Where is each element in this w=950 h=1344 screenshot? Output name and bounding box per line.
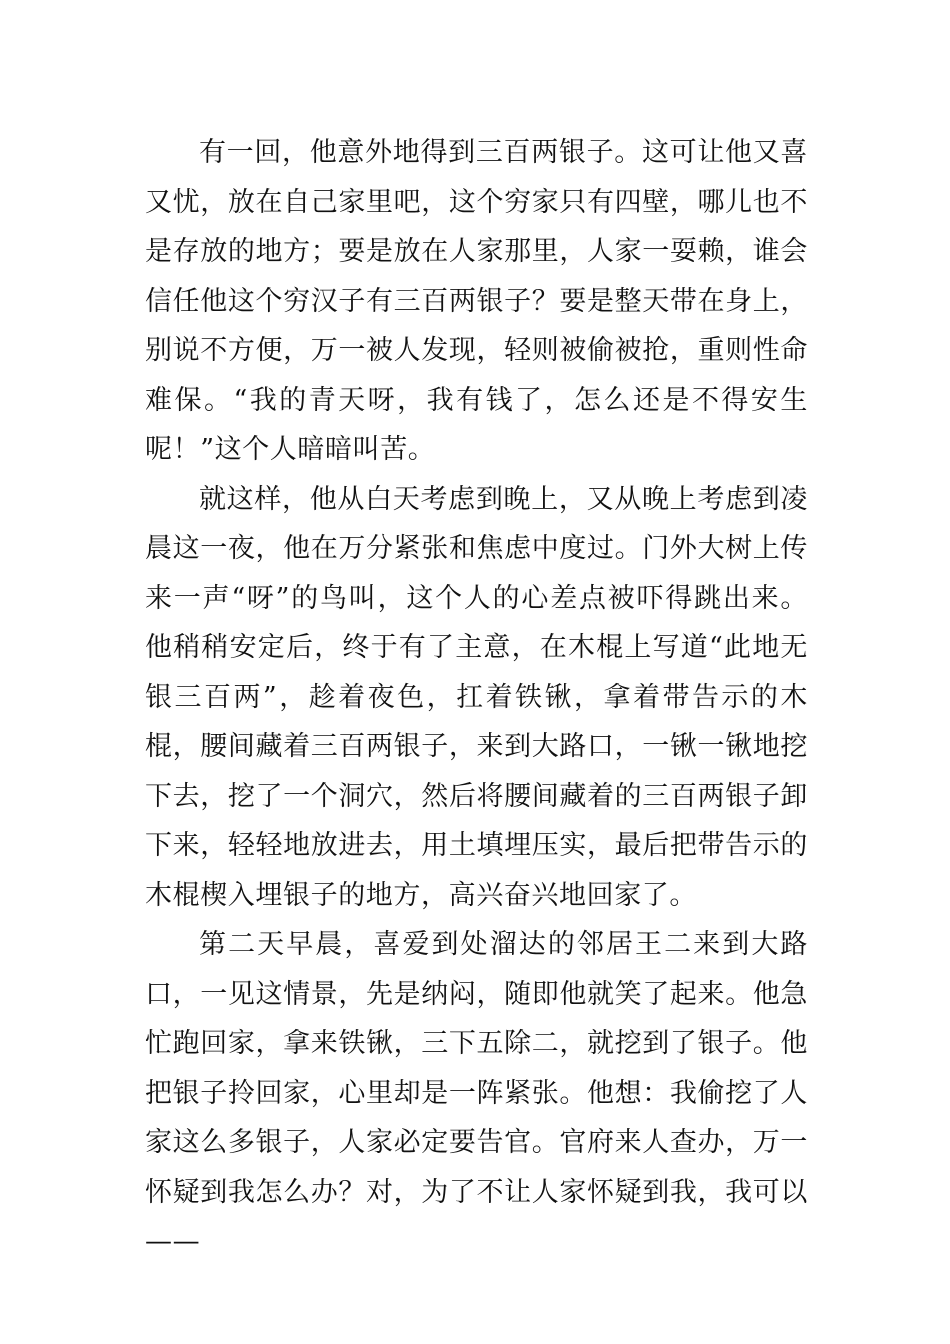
paragraph-1: 有一回，他意外地得到三百两银子。这可让他又喜又忧，放在自己家里吧，这个穷家只有四壁，哪儿也不是存放的地方；要是放在人家那里，人家一耍赖，谁会信任他这个穷汉子有三百两银子？要是整天带在身上，别说不方便，万一被人发现，轻则被偷被抢，重则性命难保。“我的青天呀，我有钱了，怎么还是不得安生呢！”这个人暗暗叫苦。 <box>145 137 808 465</box>
story-text <box>145 128 808 1267</box>
paragraph-3: 第二天早晨，喜爱到处溜达的邻居王二来到大路口，一见这情景，先是纳闷，随即他就笑了起来。他急忙跑回家，拿来铁锹，三下五除二，就挖到了银子。他把银子拎回家，心里却是一阵紧张。他想：我偷挖了人家这么多银子，人家必定要告官。官府来人查办，万一怀疑到我怎么办？对，为了不让人家怀疑到我，我可以—— <box>145 929 808 1257</box>
paragraph-2: 就这样，他从白天考虑到晚上，又从晚上考虑到凌晨这一夜，他在万分紧张和焦虑中度过。门外大树上传来一声“呀”的鸟叫，这个人的心差点被吓得跳出来。他稍稍安定后，终于有了主意，在木棍上写道“此地无银三百两”，趁着夜色，扛着铁锹，拿着带告示的木棍，腰间藏着三百两银子，来到大路口，一锹一锹地挖下去，挖了一个洞穴，然后将腰间藏着的三百两银子卸下来，轻轻地放进去，用土填埋压实，最后把带告示的木棍楔入埋银子的地方，高兴奋兴地回家了。 <box>145 483 808 911</box>
